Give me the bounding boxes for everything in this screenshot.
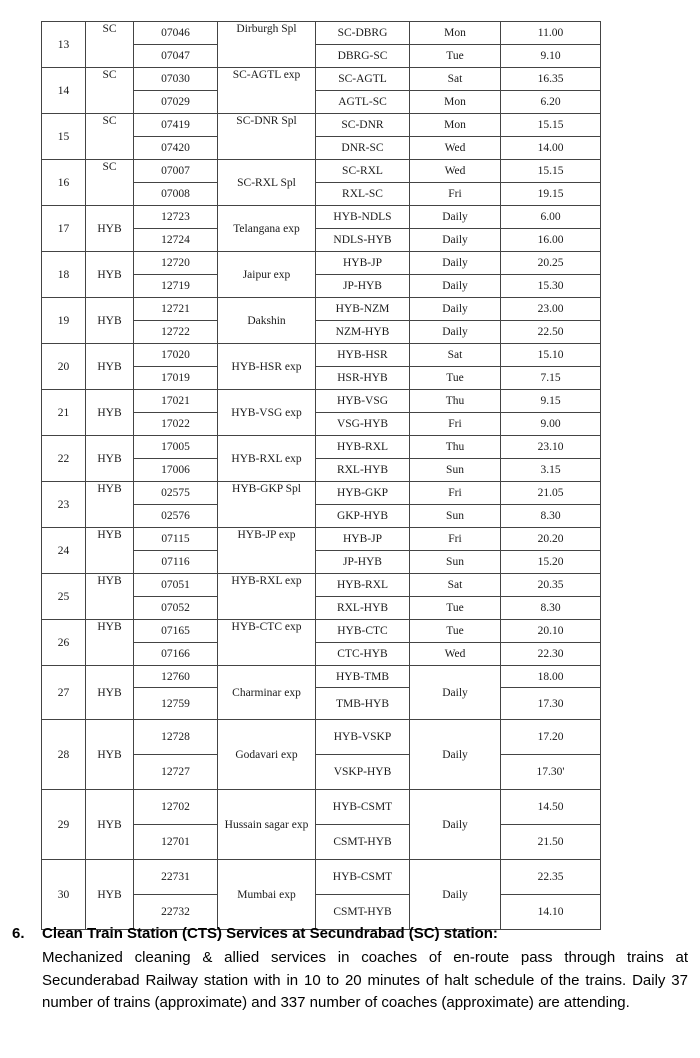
frequency-cell: Thu xyxy=(410,436,501,459)
train-name-cell: Jaipur exp xyxy=(218,252,316,298)
train-number-cell: 07030 xyxy=(134,68,218,91)
serial-number-cell: 19 xyxy=(42,298,86,344)
train-number-cell: 02575 xyxy=(134,482,218,505)
frequency-cell: Daily xyxy=(410,252,501,275)
train-number-cell: 02576 xyxy=(134,505,218,528)
route-cell: RXL-SC xyxy=(316,183,410,206)
division-cell: HYB xyxy=(86,860,134,930)
route-cell: NZM-HYB xyxy=(316,321,410,344)
route-cell: HSR-HYB xyxy=(316,367,410,390)
route-cell: VSG-HYB xyxy=(316,413,410,436)
train-name-cell: SC-AGTL exp xyxy=(218,68,316,114)
frequency-cell: Sun xyxy=(410,551,501,574)
frequency-cell: Tue xyxy=(410,45,501,68)
train-number-cell: 07165 xyxy=(134,620,218,643)
table-row xyxy=(42,298,601,321)
frequency-cell: Daily xyxy=(410,298,501,321)
time-cell: 6.00 xyxy=(501,206,601,229)
section-paragraph: Mechanized cleaning & allied services in coaches of en-route pass through trains at Secunderabad Railway station with in 10 to 20 minutes of halt schedule of the trains. Daily 37 number of trains (approximate) and 337 number of coaches (approximate) are attending. xyxy=(42,949,688,1012)
serial-number-cell: 23 xyxy=(42,482,86,528)
train-number-cell: 07051 xyxy=(134,574,218,597)
time-cell: 20.10 xyxy=(501,620,601,643)
train-number-cell: 17022 xyxy=(134,413,218,436)
route-cell: HYB-GKP xyxy=(316,482,410,505)
section-title: Clean Train Station (CTS) Services at Secundrabad (SC) station: xyxy=(42,925,498,942)
serial-number-cell: 28 xyxy=(42,720,86,790)
frequency-cell: Fri xyxy=(410,413,501,436)
frequency-cell: Daily xyxy=(410,275,501,298)
frequency-cell: Fri xyxy=(410,528,501,551)
time-cell: 20.25 xyxy=(501,252,601,275)
table-row xyxy=(42,574,601,597)
route-cell: HYB-JP xyxy=(316,252,410,275)
train-number-cell: 12719 xyxy=(134,275,218,298)
route-cell: HYB-HSR xyxy=(316,344,410,367)
time-cell: 23.00 xyxy=(501,298,601,321)
train-number-cell: 12701 xyxy=(134,825,218,860)
train-name-cell: HYB-CTC exp xyxy=(218,620,316,666)
serial-number-cell: 21 xyxy=(42,390,86,436)
serial-number-cell: 18 xyxy=(42,252,86,298)
time-cell: 3.15 xyxy=(501,459,601,482)
frequency-cell: Sat xyxy=(410,574,501,597)
route-cell: DBRG-SC xyxy=(316,45,410,68)
route-cell: DNR-SC xyxy=(316,137,410,160)
train-number-cell: 07029 xyxy=(134,91,218,114)
route-cell: RXL-HYB xyxy=(316,597,410,620)
train-number-cell: 07008 xyxy=(134,183,218,206)
train-number-cell: 17020 xyxy=(134,344,218,367)
route-cell: HYB-CTC xyxy=(316,620,410,643)
time-cell: 22.35 xyxy=(501,860,601,895)
train-number-cell: 07420 xyxy=(134,137,218,160)
time-cell: 17.20 xyxy=(501,720,601,755)
table-row xyxy=(42,790,601,825)
section-number: 6. xyxy=(12,925,25,942)
train-number-cell: 07046 xyxy=(134,22,218,45)
train-number-cell: 22732 xyxy=(134,895,218,930)
frequency-cell: Daily xyxy=(410,790,501,860)
serial-number-cell: 24 xyxy=(42,528,86,574)
table-row xyxy=(42,160,601,183)
table-row xyxy=(42,344,601,367)
serial-number-cell: 22 xyxy=(42,436,86,482)
route-cell: HYB-NZM xyxy=(316,298,410,321)
route-cell: JP-HYB xyxy=(316,551,410,574)
division-cell: HYB xyxy=(86,252,134,298)
time-cell: 21.50 xyxy=(501,825,601,860)
time-cell: 8.30 xyxy=(501,505,601,528)
frequency-cell: Mon xyxy=(410,91,501,114)
route-cell: HYB-CSMT xyxy=(316,790,410,825)
serial-number-cell: 15 xyxy=(42,114,86,160)
time-cell: 9.10 xyxy=(501,45,601,68)
route-cell: SC-DBRG xyxy=(316,22,410,45)
frequency-cell: Daily xyxy=(410,666,501,720)
train-number-cell: 07052 xyxy=(134,597,218,620)
serial-number-cell: 17 xyxy=(42,206,86,252)
frequency-cell: Daily xyxy=(410,720,501,790)
train-name-cell: SC-RXL Spl xyxy=(218,160,316,206)
table-row xyxy=(42,482,601,505)
section-heading xyxy=(12,925,498,942)
train-name-cell: HYB-RXL exp xyxy=(218,436,316,482)
table-row xyxy=(42,22,601,45)
frequency-cell: Fri xyxy=(410,482,501,505)
time-cell: 17.30 xyxy=(501,688,601,720)
route-cell: SC-AGTL xyxy=(316,68,410,91)
division-cell: SC xyxy=(86,22,134,68)
train-number-cell: 07115 xyxy=(134,528,218,551)
train-name-cell: Godavari exp xyxy=(218,720,316,790)
route-cell: GKP-HYB xyxy=(316,505,410,528)
train-number-cell: 12702 xyxy=(134,790,218,825)
route-cell: SC-DNR xyxy=(316,114,410,137)
time-cell: 14.10 xyxy=(501,895,601,930)
train-schedule-table xyxy=(41,21,601,930)
time-cell: 16.35 xyxy=(501,68,601,91)
route-cell: HYB-VSG xyxy=(316,390,410,413)
serial-number-cell: 13 xyxy=(42,22,86,68)
time-cell: 19.15 xyxy=(501,183,601,206)
train-name-cell: HYB-HSR exp xyxy=(218,344,316,390)
train-name-cell: Hussain sagar exp xyxy=(218,790,316,860)
train-number-cell: 17006 xyxy=(134,459,218,482)
frequency-cell: Daily xyxy=(410,321,501,344)
division-cell: HYB xyxy=(86,666,134,720)
train-name-cell: HYB-JP exp xyxy=(218,528,316,574)
time-cell: 16.00 xyxy=(501,229,601,252)
train-number-cell: 12724 xyxy=(134,229,218,252)
route-cell: HYB-TMB xyxy=(316,666,410,688)
frequency-cell: Sat xyxy=(410,68,501,91)
route-cell: AGTL-SC xyxy=(316,91,410,114)
route-cell: CSMT-HYB xyxy=(316,825,410,860)
train-name-cell: Dakshin xyxy=(218,298,316,344)
train-number-cell: 17021 xyxy=(134,390,218,413)
division-cell: HYB xyxy=(86,482,134,528)
division-cell: HYB xyxy=(86,720,134,790)
frequency-cell: Sun xyxy=(410,459,501,482)
train-name-cell: Mumbai exp xyxy=(218,860,316,930)
serial-number-cell: 25 xyxy=(42,574,86,620)
serial-number-cell: 16 xyxy=(42,160,86,206)
serial-number-cell: 14 xyxy=(42,68,86,114)
serial-number-cell: 20 xyxy=(42,344,86,390)
train-number-cell: 07007 xyxy=(134,160,218,183)
frequency-cell: Daily xyxy=(410,229,501,252)
frequency-cell: Tue xyxy=(410,597,501,620)
serial-number-cell: 30 xyxy=(42,860,86,930)
train-name-cell: HYB-RXL exp xyxy=(218,574,316,620)
route-cell: HYB-JP xyxy=(316,528,410,551)
frequency-cell: Sat xyxy=(410,344,501,367)
division-cell: HYB xyxy=(86,620,134,666)
train-number-cell: 12720 xyxy=(134,252,218,275)
train-number-cell: 12721 xyxy=(134,298,218,321)
train-number-cell: 12723 xyxy=(134,206,218,229)
time-cell: 20.20 xyxy=(501,528,601,551)
table-row xyxy=(42,390,601,413)
route-cell: JP-HYB xyxy=(316,275,410,298)
train-number-cell: 07166 xyxy=(134,643,218,666)
table-row xyxy=(42,860,601,895)
division-cell: HYB xyxy=(86,298,134,344)
route-cell: HYB-RXL xyxy=(316,436,410,459)
time-cell: 9.15 xyxy=(501,390,601,413)
time-cell: 14.50 xyxy=(501,790,601,825)
frequency-cell: Mon xyxy=(410,114,501,137)
table-row xyxy=(42,68,601,91)
table-row xyxy=(42,528,601,551)
table-body xyxy=(42,22,601,930)
frequency-cell: Sun xyxy=(410,505,501,528)
train-number-cell: 22731 xyxy=(134,860,218,895)
table-row xyxy=(42,114,601,137)
serial-number-cell: 26 xyxy=(42,620,86,666)
time-cell: 23.10 xyxy=(501,436,601,459)
route-cell: HYB-RXL xyxy=(316,574,410,597)
time-cell: 15.30 xyxy=(501,275,601,298)
time-cell: 22.50 xyxy=(501,321,601,344)
time-cell: 20.35 xyxy=(501,574,601,597)
time-cell: 8.30 xyxy=(501,597,601,620)
time-cell: 15.15 xyxy=(501,114,601,137)
route-cell: HYB-NDLS xyxy=(316,206,410,229)
frequency-cell: Daily xyxy=(410,206,501,229)
time-cell: 22.30 xyxy=(501,643,601,666)
frequency-cell: Wed xyxy=(410,643,501,666)
division-cell: HYB xyxy=(86,436,134,482)
train-name-cell: Dirburgh Spl xyxy=(218,22,316,68)
train-number-cell: 12728 xyxy=(134,720,218,755)
frequency-cell: Fri xyxy=(410,183,501,206)
train-number-cell: 12760 xyxy=(134,666,218,688)
time-cell: 7.15 xyxy=(501,367,601,390)
train-number-cell: 07047 xyxy=(134,45,218,68)
train-name-cell: Telangana exp xyxy=(218,206,316,252)
train-number-cell: 12727 xyxy=(134,755,218,790)
table-row xyxy=(42,720,601,755)
division-cell: SC xyxy=(86,114,134,160)
train-name-cell: Charminar exp xyxy=(218,666,316,720)
table-row xyxy=(42,620,601,643)
frequency-cell: Wed xyxy=(410,137,501,160)
train-name-cell: HYB-GKP Spl xyxy=(218,482,316,528)
time-cell: 17.30' xyxy=(501,755,601,790)
frequency-cell: Daily xyxy=(410,860,501,930)
route-cell: HYB-CSMT xyxy=(316,860,410,895)
time-cell: 9.00 xyxy=(501,413,601,436)
table-row xyxy=(42,252,601,275)
frequency-cell: Thu xyxy=(410,390,501,413)
route-cell: HYB-VSKP xyxy=(316,720,410,755)
time-cell: 14.00 xyxy=(501,137,601,160)
division-cell: HYB xyxy=(86,574,134,620)
division-cell: HYB xyxy=(86,790,134,860)
frequency-cell: Wed xyxy=(410,160,501,183)
table-row xyxy=(42,436,601,459)
time-cell: 11.00 xyxy=(501,22,601,45)
route-cell: VSKP-HYB xyxy=(316,755,410,790)
frequency-cell: Tue xyxy=(410,620,501,643)
route-cell: NDLS-HYB xyxy=(316,229,410,252)
division-cell: HYB xyxy=(86,390,134,436)
route-cell: CSMT-HYB xyxy=(316,895,410,930)
table-row xyxy=(42,666,601,688)
division-cell: HYB xyxy=(86,344,134,390)
frequency-cell: Tue xyxy=(410,367,501,390)
route-cell: RXL-HYB xyxy=(316,459,410,482)
table-row xyxy=(42,206,601,229)
division-cell: SC xyxy=(86,160,134,206)
train-number-cell: 07116 xyxy=(134,551,218,574)
serial-number-cell: 27 xyxy=(42,666,86,720)
division-cell: HYB xyxy=(86,206,134,252)
train-name-cell: SC-DNR Spl xyxy=(218,114,316,160)
train-number-cell: 17019 xyxy=(134,367,218,390)
time-cell: 21.05 xyxy=(501,482,601,505)
time-cell: 15.15 xyxy=(501,160,601,183)
route-cell: TMB-HYB xyxy=(316,688,410,720)
route-cell: CTC-HYB xyxy=(316,643,410,666)
frequency-cell: Mon xyxy=(410,22,501,45)
division-cell: SC xyxy=(86,68,134,114)
time-cell: 15.20 xyxy=(501,551,601,574)
time-cell: 18.00 xyxy=(501,666,601,688)
division-cell: HYB xyxy=(86,528,134,574)
train-number-cell: 12759 xyxy=(134,688,218,720)
serial-number-cell: 29 xyxy=(42,790,86,860)
route-cell: SC-RXL xyxy=(316,160,410,183)
train-number-cell: 07419 xyxy=(134,114,218,137)
time-cell: 6.20 xyxy=(501,91,601,114)
train-number-cell: 12722 xyxy=(134,321,218,344)
train-name-cell: HYB-VSG exp xyxy=(218,390,316,436)
train-number-cell: 17005 xyxy=(134,436,218,459)
time-cell: 15.10 xyxy=(501,344,601,367)
